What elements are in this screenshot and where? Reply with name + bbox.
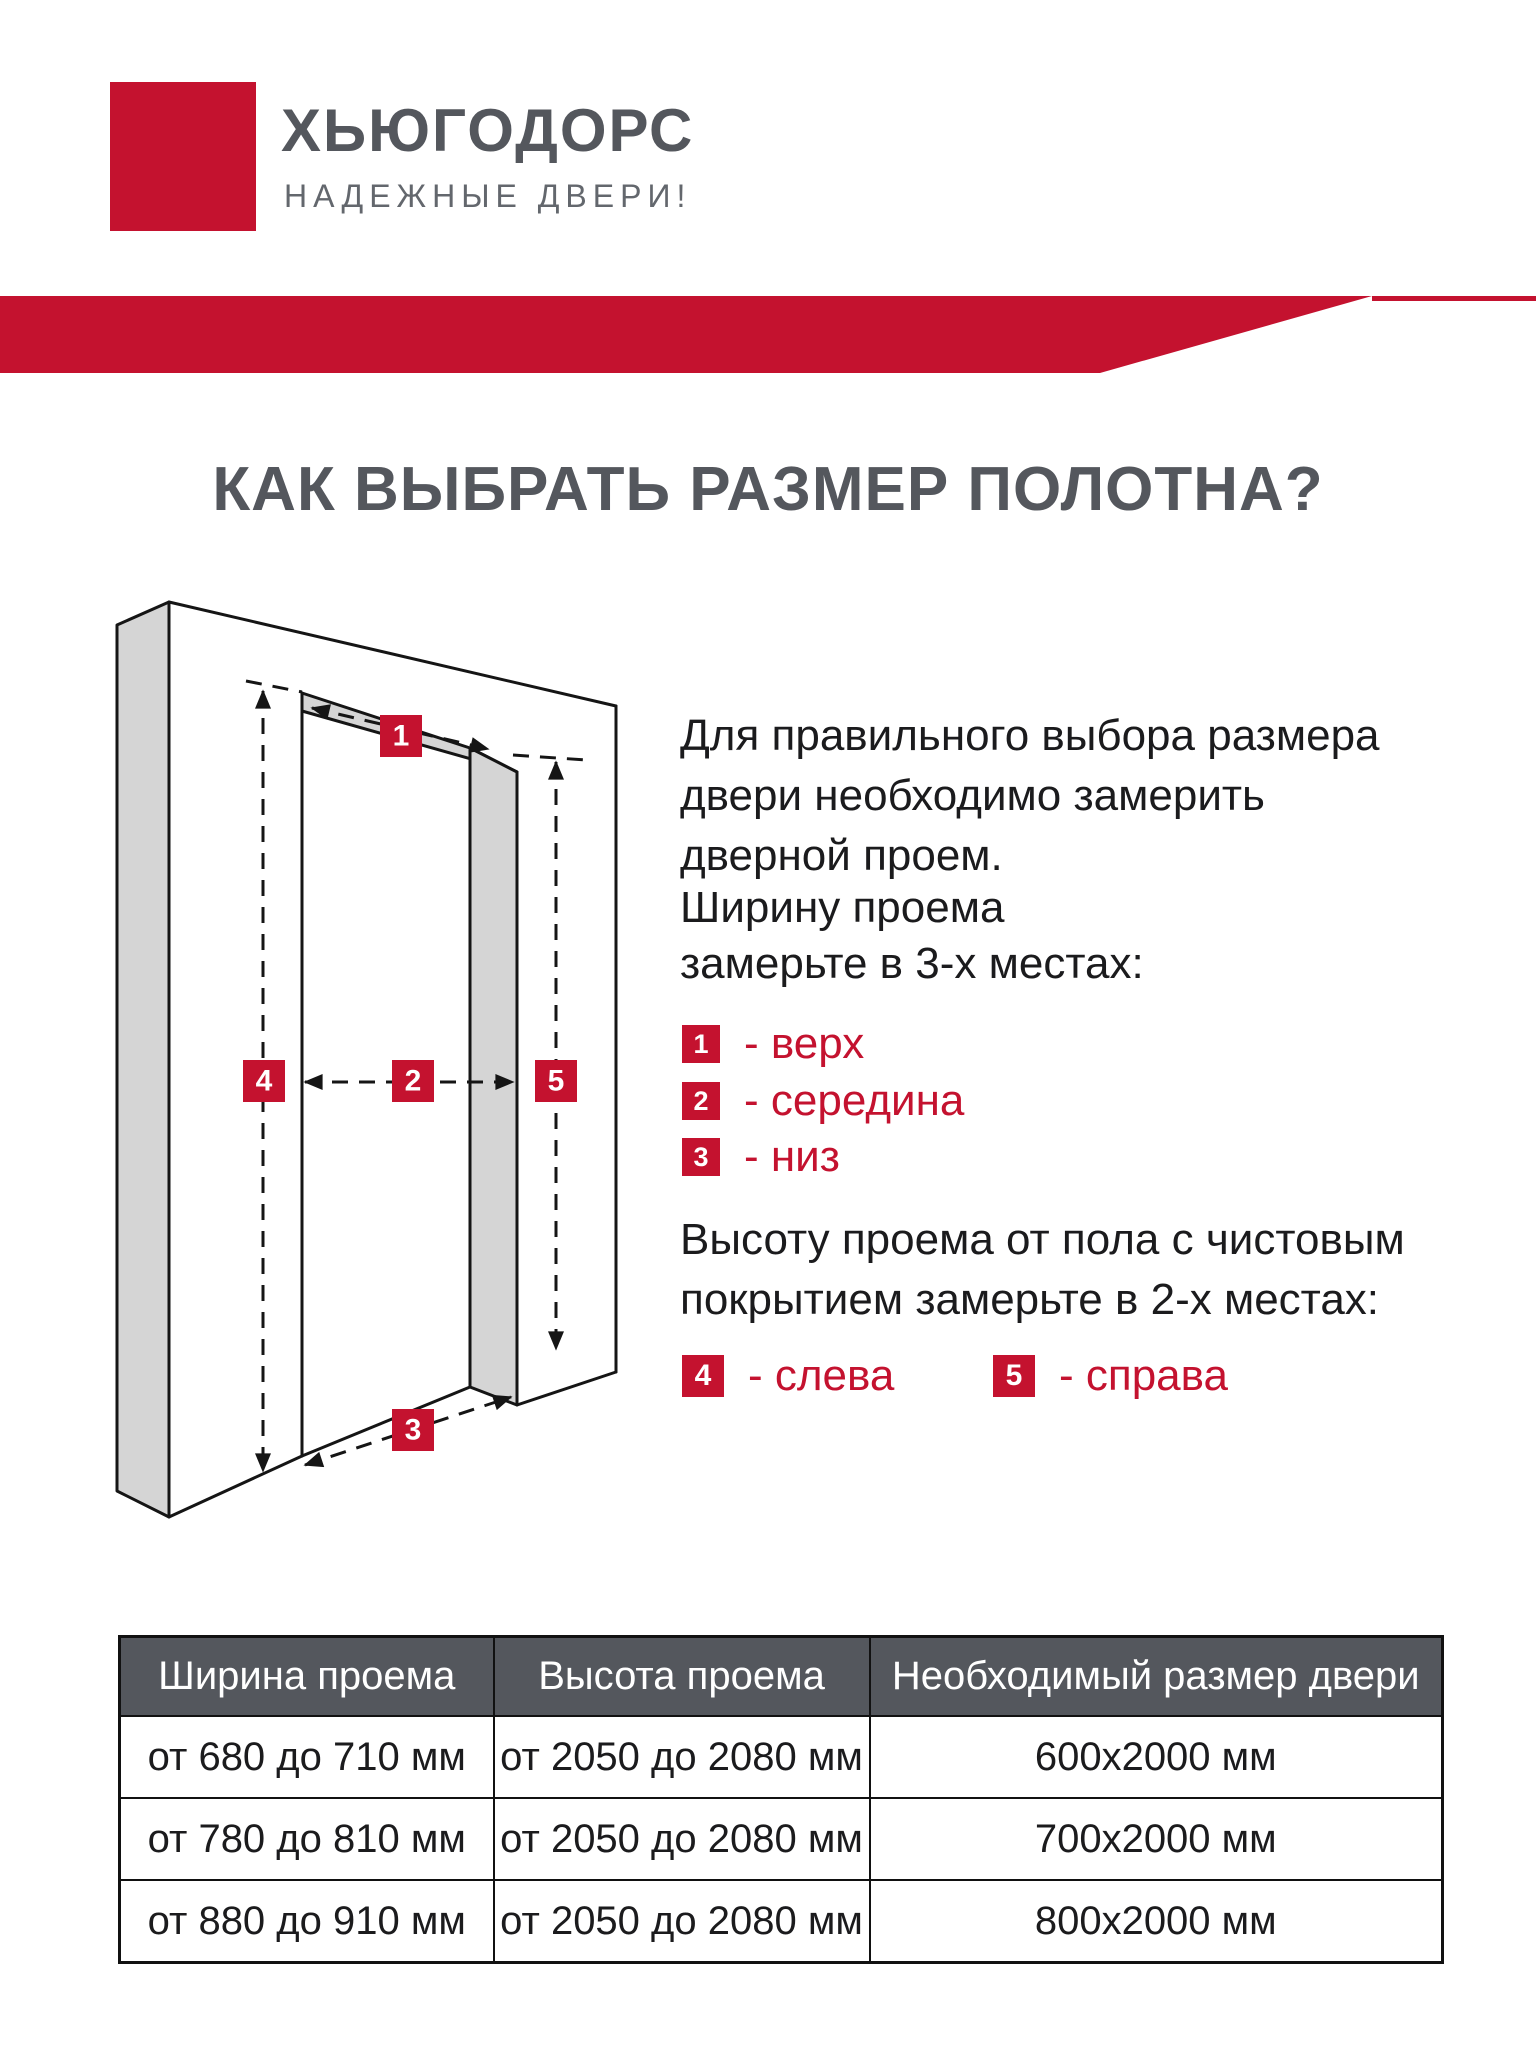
cell-width: от 780 до 810 мм xyxy=(120,1798,494,1880)
legend-badge-1: 1 xyxy=(682,1025,720,1063)
table-row xyxy=(120,1880,1443,1963)
marker-badge-4-label: 4 xyxy=(255,1064,273,1098)
cell-door-size: 800х2000 мм xyxy=(870,1880,1443,1963)
intro-paragraph xyxy=(680,706,1380,886)
table-header-width: Ширина проема xyxy=(120,1637,494,1717)
cell-width: от 680 до 710 мм xyxy=(120,1716,494,1798)
table-row xyxy=(120,1716,1443,1798)
red-banner-line xyxy=(1372,296,1536,301)
legend-item-right xyxy=(993,1351,1228,1401)
legend-item-top xyxy=(682,1019,864,1069)
marker-badge-2-label: 2 xyxy=(404,1064,422,1098)
legend-badge-2: 2 xyxy=(682,1082,720,1120)
width-instruction-line-1: Ширину проема xyxy=(680,883,1005,932)
cell-door-size: 700х2000 мм xyxy=(870,1798,1443,1880)
wall-side-face xyxy=(117,602,169,1517)
legend-label-right: - справа xyxy=(1059,1351,1228,1400)
width-instruction xyxy=(680,880,1144,992)
door-frame-diagram xyxy=(0,560,660,1570)
legend-label-top: - верх xyxy=(744,1019,865,1068)
red-banner-shape xyxy=(0,296,1372,373)
intro-line-2: двери необходимо замерить xyxy=(680,771,1265,820)
logo-mark xyxy=(110,82,256,231)
intro-line-1: Для правильного выбора размера xyxy=(680,711,1380,760)
intro-line-3: дверной проем. xyxy=(680,831,1003,880)
legend-label-middle: - середина xyxy=(744,1076,965,1125)
cell-door-size: 600х2000 мм xyxy=(870,1716,1443,1798)
height-instruction-line-1: Высоту проема от пола с чистовым xyxy=(680,1215,1405,1264)
cell-height: от 2050 до 2080 мм xyxy=(494,1716,870,1798)
legend-item-middle xyxy=(682,1076,964,1126)
legend-label-left: - слева xyxy=(748,1351,895,1400)
table-header-door-size: Необходимый размер двери xyxy=(870,1637,1443,1717)
marker-badge-5-label: 5 xyxy=(547,1064,565,1098)
legend-item-bottom xyxy=(682,1132,840,1182)
legend-badge-5: 5 xyxy=(993,1355,1035,1397)
cell-height: от 2050 до 2080 мм xyxy=(494,1880,870,1963)
page-title: КАК ВЫБРАТЬ РАЗМЕР ПОЛОТНА? xyxy=(212,455,1324,524)
size-table xyxy=(118,1635,1444,1964)
cell-width: от 880 до 910 мм xyxy=(120,1880,494,1963)
cell-height: от 2050 до 2080 мм xyxy=(494,1798,870,1880)
legend-badge-4: 4 xyxy=(682,1355,724,1397)
table-header-row xyxy=(120,1637,1443,1717)
height-instruction-line-2: покрытием замерьте в 2-х местах: xyxy=(680,1275,1380,1324)
red-banner xyxy=(0,296,1536,376)
height-instruction xyxy=(680,1210,1405,1330)
brand-tagline: НАДЕЖНЫЕ ДВЕРИ! xyxy=(284,178,692,214)
brand-name: ХЬЮГОДОРС xyxy=(281,97,695,164)
table-row xyxy=(120,1798,1443,1880)
legend-label-bottom: - низ xyxy=(744,1132,840,1181)
legend-item-left xyxy=(682,1351,894,1401)
marker-badge-3-label: 3 xyxy=(404,1413,422,1447)
table-header-height: Высота проема xyxy=(494,1637,870,1717)
legend-badge-3: 3 xyxy=(682,1138,720,1176)
jamb-face xyxy=(470,748,517,1405)
width-instruction-line-2: замерьте в 3-х местах: xyxy=(680,939,1144,988)
marker-badge-1-label: 1 xyxy=(392,719,410,753)
